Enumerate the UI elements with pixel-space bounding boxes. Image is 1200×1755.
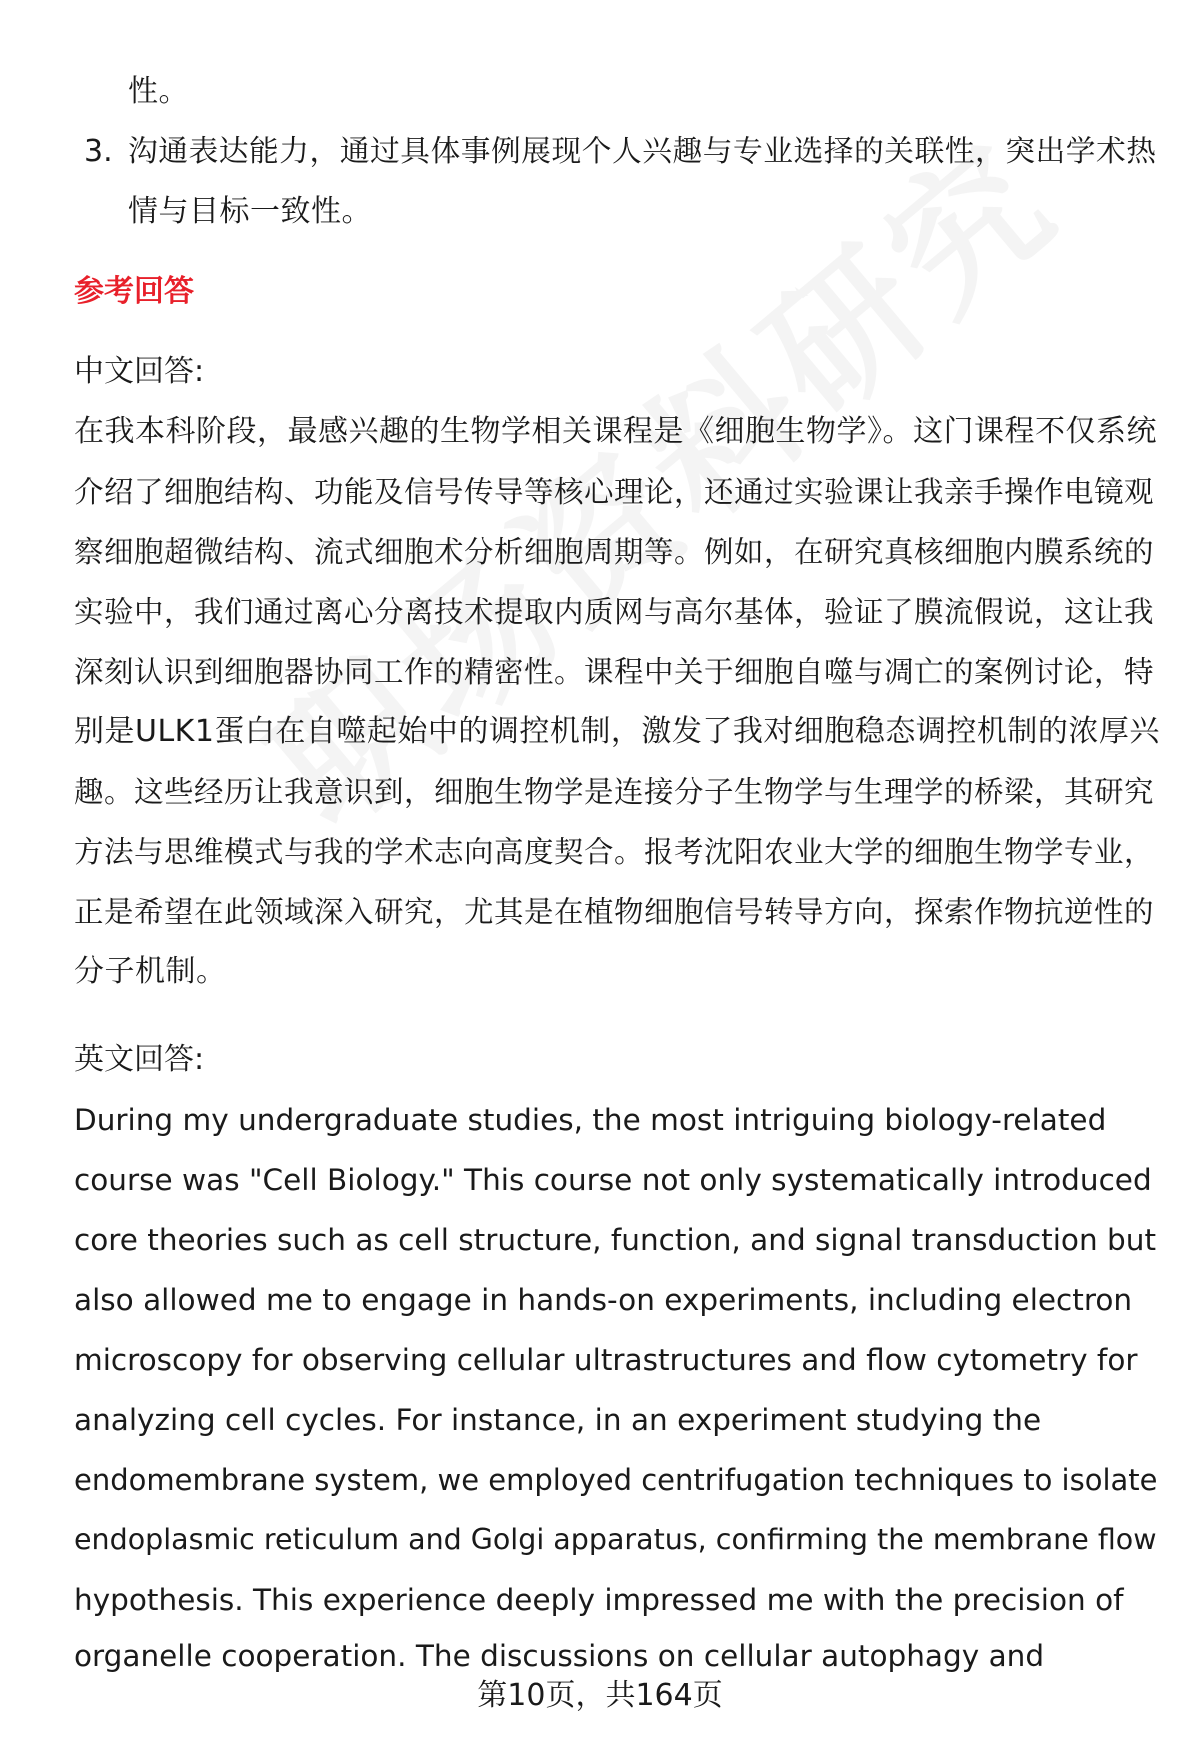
reference-answer-heading: 参考回答 (74, 274, 194, 309)
list-item-3-marker: 3. (84, 134, 113, 169)
english-line-9: hypothesis. This experience deeply impressed me with the precision of (74, 1583, 1124, 1617)
english-line-2: course was "Cell Biology." This course not only systematically introduced (74, 1163, 1152, 1197)
chinese-line-3: 察细胞超微结构、流式细胞术分析细胞周期等。例如，在研究真核细胞内膜系统的 (74, 535, 1155, 569)
english-line-6: analyzing cell cycles. For instance, in an experiment studying the (74, 1403, 1042, 1437)
english-line-10: organelle cooperation. The discussions on cellular autophagy and (74, 1639, 1045, 1673)
english-line-4: also allowed me to engage in hands-on experiments, including electron (74, 1283, 1133, 1317)
chinese-line-8: 方法与思维模式与我的学术志向高度契合。报考沈阳农业大学的细胞生物学专业， (74, 835, 1155, 869)
chinese-line-6: 别是ULK1蛋白在自噬起始中的调控机制，激发了我对细胞稳态调控机制的浓厚兴 (74, 714, 1160, 749)
chinese-line-2: 介绍了细胞结构、功能及信号传导等核心理论，还通过实验课让我亲手操作电镜观 (74, 475, 1155, 509)
chinese-line-7: 趣。这些经历让我意识到，细胞生物学是连接分子生物学与生理学的桥梁，其研究 (74, 775, 1155, 809)
english-line-8: endoplasmic reticulum and Golgi apparatus, confirming the membrane flow (74, 1523, 1157, 1556)
english-line-3: core theories such as cell structure, function, and signal transduction but (74, 1223, 1157, 1257)
chinese-line-4: 实验中，我们通过离心分离技术提取内质网与高尔基体，验证了膜流假说，这让我 (74, 595, 1155, 629)
english-line-7: endomembrane system, we employed centrifugation techniques to isolate (74, 1463, 1158, 1497)
list-item-2-tail: 性。 (128, 74, 189, 109)
chinese-line-5: 深刻认识到细胞器协同工作的精密性。课程中关于细胞自噬与凋亡的案例讨论，特 (74, 655, 1155, 689)
english-line-5: microscopy for observing cellular ultrastructures and flow cytometry for (74, 1343, 1138, 1377)
page-number-footer: 第10页，共164页 (477, 1678, 723, 1713)
chinese-line-10: 分子机制。 (74, 954, 227, 989)
chinese-answer-label: 中文回答: (74, 354, 205, 389)
chinese-line-9: 正是希望在此领域深入研究，尤其是在植物细胞信号转导方向，探索作物抗逆性的 (74, 895, 1155, 929)
english-answer-label: 英文回答: (74, 1042, 205, 1077)
chinese-line-1: 在我本科阶段，最感兴趣的生物学相关课程是《细胞生物学》。这门课程不仅系统 (74, 414, 1157, 449)
english-line-1: During my undergraduate studies, the most intriguing biology-related (74, 1103, 1107, 1137)
list-item-3-line-2: 情与目标一致性。 (128, 194, 372, 229)
list-item-3-line-1: 沟通表达能力，通过具体事例展现个人兴趣与专业选择的关联性，突出学术热 (128, 134, 1157, 169)
